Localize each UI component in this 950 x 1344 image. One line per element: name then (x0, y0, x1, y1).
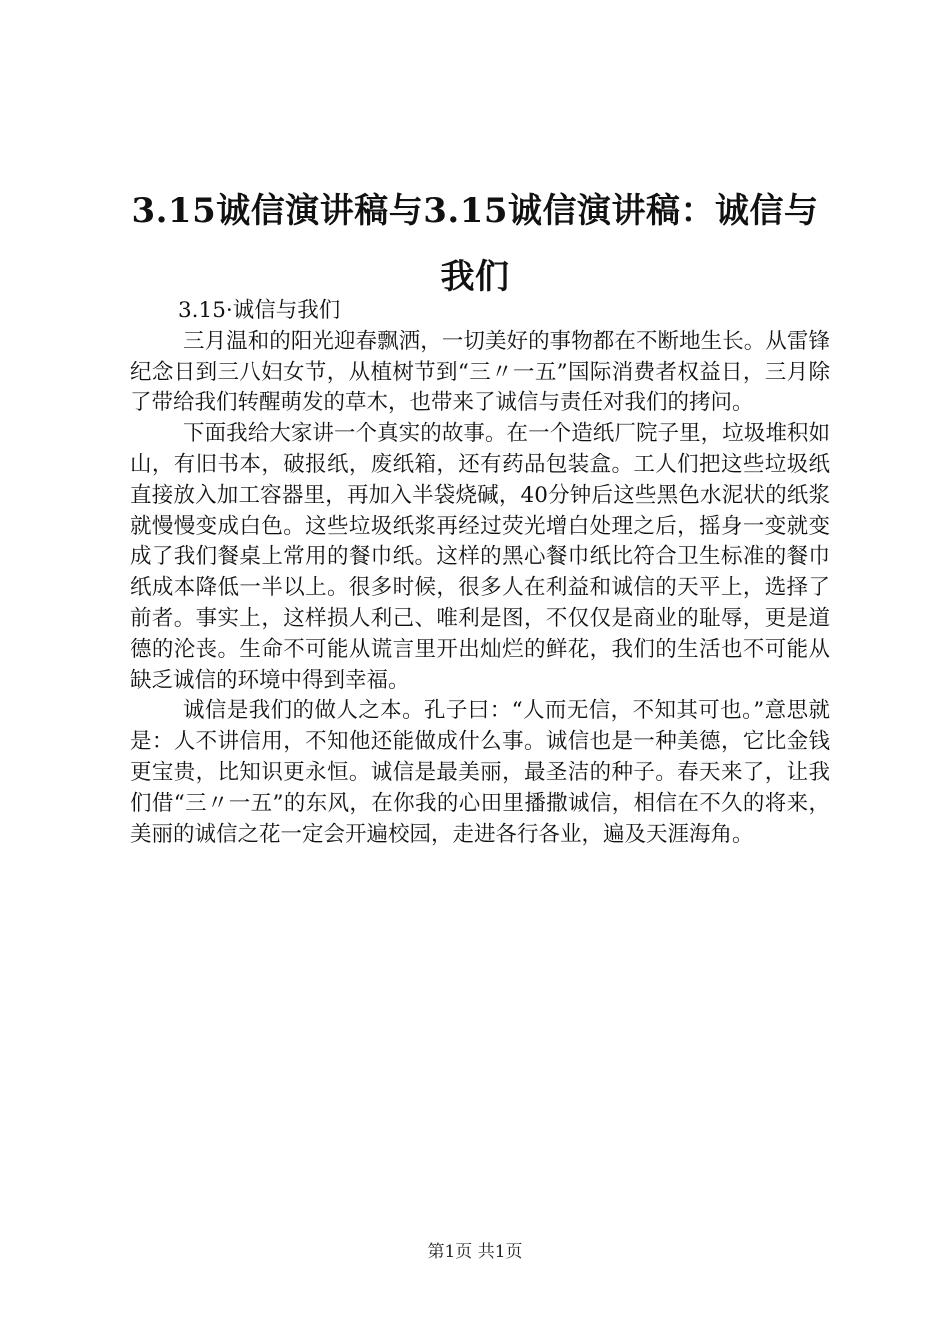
document-subtitle: 3.15·诚信与我们 (178, 298, 341, 323)
page-footer: 第1页 共1页 (427, 1242, 523, 1262)
title-line-2: 我们 (440, 257, 510, 297)
paragraph-2: 下面我给大家讲一个真实的故事。在一个造纸厂院子里，垃圾堆积如山，有旧书本，破报纸，废纸箱，还有药品包装盒。工人们把这些垃圾纸直接放入加工容器里，再加入半袋烧碱，40分钟后这些黑色水泥状的纸浆就慢慢变成白色。这些垃圾纸浆再经过荧光增白处理之后，摇身一变就变成了我们餐桌上常用的餐巾纸。这样的黑心餐巾纸比符合卫生标准的餐巾纸成本降低一半以上。很多时候，很多人在利益和诚信的天平上，选择了前者。事实上，这样损人利己、唯利是图，不仅仅是商业的耻辱，更是道德的沦丧。生命不可能从谎言里开出灿烂的鲜花，我们的生活也不可能从缺乏诚信的环境中得到幸福。 (130, 421, 830, 693)
paragraph-3: 诚信是我们的做人之本。孔子曰：“人而无信，不知其可也。”意思就是：人不讲信用，不知他还能做成什么事。诚信也是一种美德，它比金钱更宝贵，比知识更永恒。诚信是最美丽，最圣洁的种子。春天来了，让我们借“三〃一五”的东风，在你我的心田里播撒诚信，相信在不久的将来，美丽的诚信之花一定会开遍校园，走进各行各业，遍及天涯海角。 (130, 698, 830, 847)
document-title (110, 178, 840, 310)
title-line-1: 3.15诚信演讲稿与3.15诚信演讲稿：诚信与 (131, 191, 819, 231)
paragraph-1: 三月温和的阳光迎春飘洒，一切美好的事物都在不断地生长。从雷锋纪念日到三八妇女节，从植树节到“三〃一五”国际消费者权益日，三月除了带给我们转醒萌发的草木，也带来了诚信与责任对我们的拷问。 (130, 328, 830, 416)
document-body (130, 296, 830, 850)
